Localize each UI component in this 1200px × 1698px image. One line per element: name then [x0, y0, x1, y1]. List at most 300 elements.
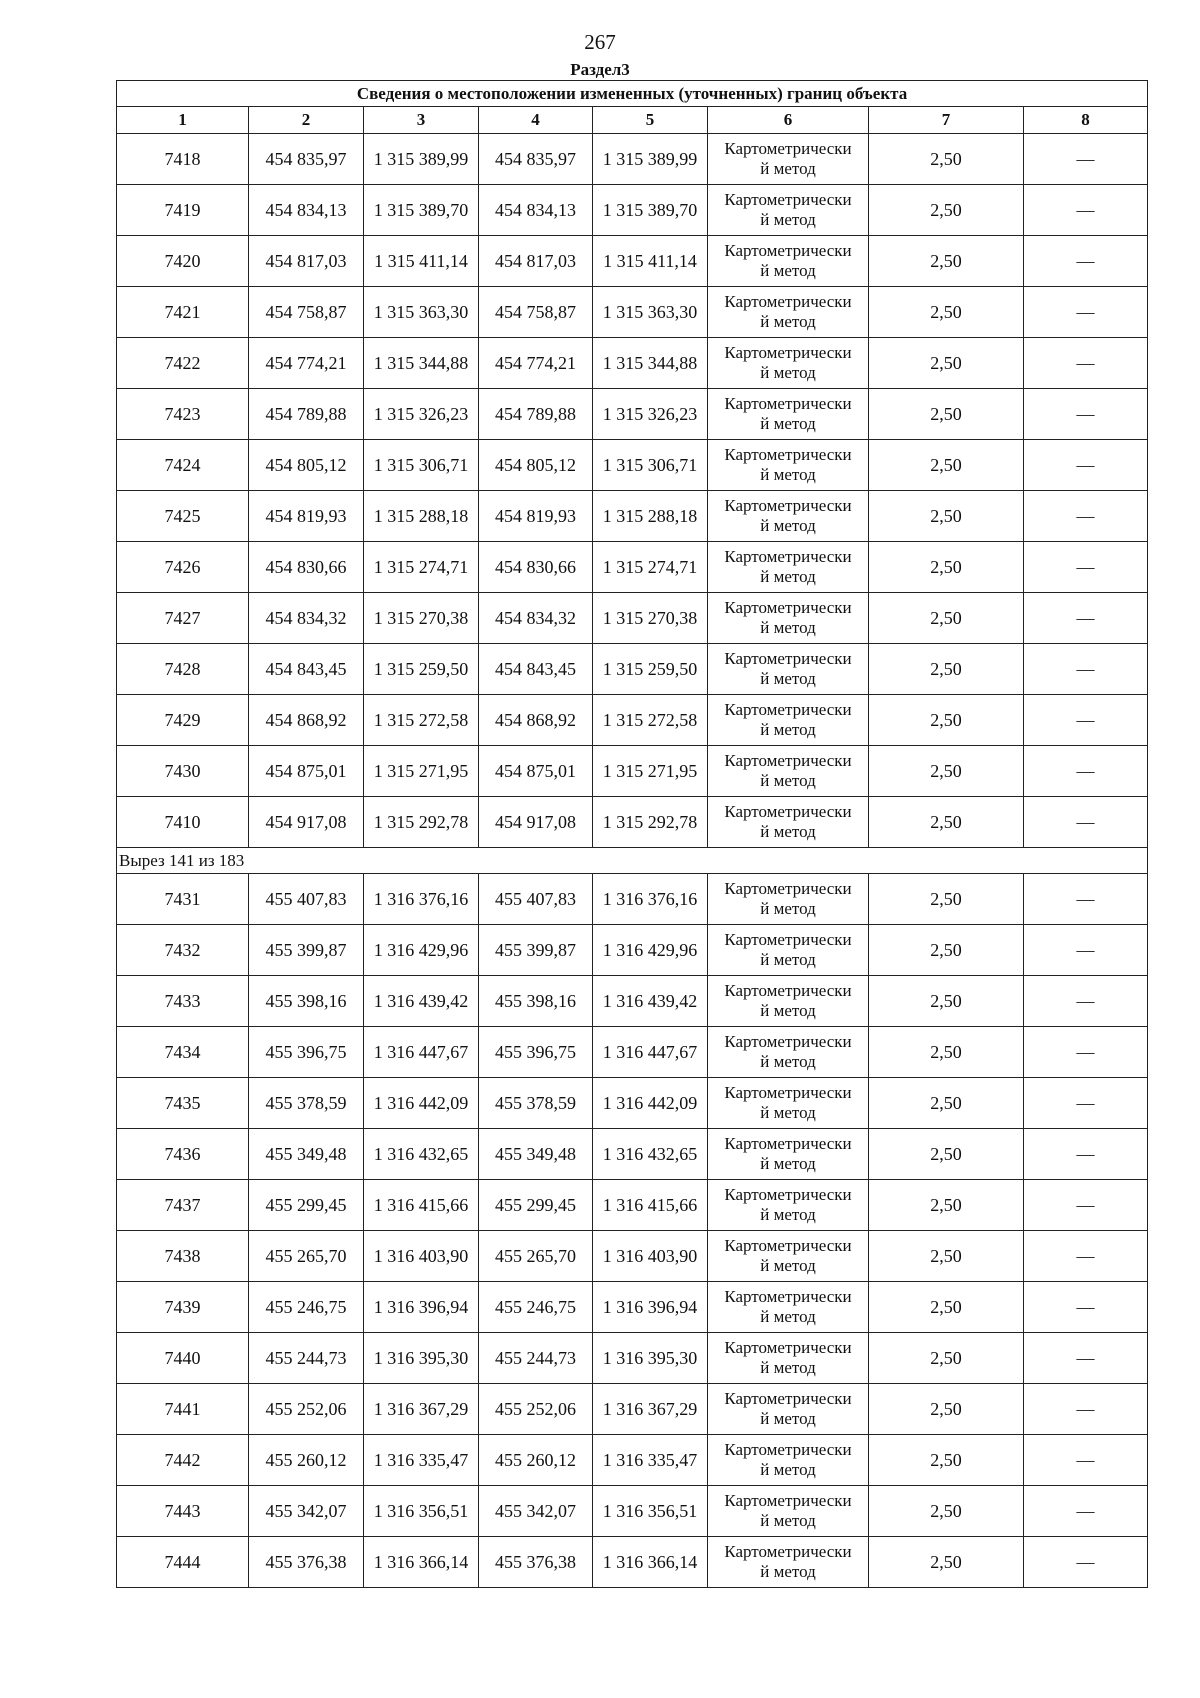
cell-method — [708, 542, 869, 593]
cell-description: — — [1024, 236, 1148, 287]
cell-y-new: 1 316 447,67 — [593, 1027, 708, 1078]
cell-y-new: 1 316 367,29 — [593, 1384, 708, 1435]
method-line-1: Картометрически — [724, 1389, 852, 1408]
cell-method — [708, 1384, 869, 1435]
cell-precision: 2,50 — [869, 338, 1024, 389]
cell-y-old: 1 315 389,99 — [364, 134, 479, 185]
cell-x-old: 455 299,45 — [249, 1180, 364, 1231]
cell-x-old: 454 834,32 — [249, 593, 364, 644]
cell-x-new: 454 774,21 — [479, 338, 593, 389]
method-line-2: й метод — [760, 261, 816, 280]
cell-y-old: 1 316 415,66 — [364, 1180, 479, 1231]
cell-description: — — [1024, 695, 1148, 746]
coordinates-table — [116, 80, 1148, 1588]
cell-point-number: 7418 — [117, 134, 249, 185]
cell-x-old: 455 407,83 — [249, 874, 364, 925]
cell-precision: 2,50 — [869, 925, 1024, 976]
cell-x-old: 455 376,38 — [249, 1537, 364, 1588]
cell-method — [708, 1486, 869, 1537]
table-row — [117, 1435, 1148, 1486]
cell-y-new: 1 316 396,94 — [593, 1282, 708, 1333]
cell-x-new: 454 868,92 — [479, 695, 593, 746]
method-line-1: Картометрически — [724, 1491, 852, 1510]
column-header: 4 — [479, 107, 593, 134]
method-line-2: й метод — [760, 1562, 816, 1581]
cell-description: — — [1024, 1231, 1148, 1282]
cell-y-old: 1 316 367,29 — [364, 1384, 479, 1435]
cell-y-old: 1 315 270,38 — [364, 593, 479, 644]
cell-y-old: 1 315 326,23 — [364, 389, 479, 440]
table-row — [117, 1027, 1148, 1078]
method-line-2: й метод — [760, 1358, 816, 1377]
cell-precision: 2,50 — [869, 236, 1024, 287]
cell-x-old: 455 265,70 — [249, 1231, 364, 1282]
cell-y-new: 1 315 292,78 — [593, 797, 708, 848]
cell-precision: 2,50 — [869, 491, 1024, 542]
cell-x-new: 455 265,70 — [479, 1231, 593, 1282]
cell-x-old: 454 819,93 — [249, 491, 364, 542]
method-line-1: Картометрически — [724, 445, 852, 464]
cell-method — [708, 644, 869, 695]
cell-precision: 2,50 — [869, 134, 1024, 185]
cell-x-new: 454 917,08 — [479, 797, 593, 848]
cell-method — [708, 185, 869, 236]
table-body — [117, 81, 1148, 1588]
cell-x-old: 454 868,92 — [249, 695, 364, 746]
cell-x-old: 455 244,73 — [249, 1333, 364, 1384]
table-row — [117, 1282, 1148, 1333]
cell-point-number: 7436 — [117, 1129, 249, 1180]
method-line-2: й метод — [760, 771, 816, 790]
method-line-2: й метод — [760, 465, 816, 484]
cell-x-old: 455 260,12 — [249, 1435, 364, 1486]
method-line-2: й метод — [760, 1154, 816, 1173]
cell-precision: 2,50 — [869, 440, 1024, 491]
cell-point-number: 7422 — [117, 338, 249, 389]
cell-precision: 2,50 — [869, 389, 1024, 440]
cell-x-old: 455 399,87 — [249, 925, 364, 976]
cell-precision: 2,50 — [869, 1129, 1024, 1180]
cell-description: — — [1024, 1078, 1148, 1129]
cell-description: — — [1024, 389, 1148, 440]
cell-precision: 2,50 — [869, 1333, 1024, 1384]
cell-description: — — [1024, 976, 1148, 1027]
cell-y-new: 1 316 366,14 — [593, 1537, 708, 1588]
cell-x-old: 455 396,75 — [249, 1027, 364, 1078]
cell-point-number: 7435 — [117, 1078, 249, 1129]
table-row — [117, 797, 1148, 848]
table-row — [117, 1486, 1148, 1537]
cell-point-number: 7443 — [117, 1486, 249, 1537]
cell-description: — — [1024, 1333, 1148, 1384]
column-header: 2 — [249, 107, 364, 134]
cell-precision: 2,50 — [869, 185, 1024, 236]
cell-y-new: 1 315 270,38 — [593, 593, 708, 644]
method-line-1: Картометрически — [724, 547, 852, 566]
cell-x-new: 454 835,97 — [479, 134, 593, 185]
cell-x-new: 455 246,75 — [479, 1282, 593, 1333]
cell-point-number: 7437 — [117, 1180, 249, 1231]
cell-x-old: 454 758,87 — [249, 287, 364, 338]
cell-y-old: 1 315 344,88 — [364, 338, 479, 389]
cell-x-new: 455 260,12 — [479, 1435, 593, 1486]
cell-point-number: 7444 — [117, 1537, 249, 1588]
cell-x-new: 455 399,87 — [479, 925, 593, 976]
cell-y-new: 1 315 272,58 — [593, 695, 708, 746]
method-line-1: Картометрически — [724, 1185, 852, 1204]
table-row — [117, 1129, 1148, 1180]
cell-point-number: 7420 — [117, 236, 249, 287]
cell-y-old: 1 316 429,96 — [364, 925, 479, 976]
cell-y-old: 1 315 363,30 — [364, 287, 479, 338]
cell-description: — — [1024, 874, 1148, 925]
cell-y-old: 1 315 274,71 — [364, 542, 479, 593]
cell-x-old: 454 875,01 — [249, 746, 364, 797]
cell-y-new: 1 316 439,42 — [593, 976, 708, 1027]
cell-description: — — [1024, 185, 1148, 236]
method-line-1: Картометрически — [724, 598, 852, 617]
cell-precision: 2,50 — [869, 1537, 1024, 1588]
cell-y-new: 1 315 271,95 — [593, 746, 708, 797]
method-line-2: й метод — [760, 210, 816, 229]
cell-x-new: 454 758,87 — [479, 287, 593, 338]
cell-point-number: 7440 — [117, 1333, 249, 1384]
cell-description: — — [1024, 1384, 1148, 1435]
table-row — [117, 1078, 1148, 1129]
cell-x-new: 455 376,38 — [479, 1537, 593, 1588]
method-line-1: Картометрически — [724, 1134, 852, 1153]
column-header: 8 — [1024, 107, 1148, 134]
method-line-1: Картометрически — [724, 751, 852, 770]
cell-x-new: 455 398,16 — [479, 976, 593, 1027]
cell-description: — — [1024, 797, 1148, 848]
method-line-1: Картометрически — [724, 1287, 852, 1306]
method-line-1: Картометрически — [724, 394, 852, 413]
method-line-2: й метод — [760, 312, 816, 331]
cell-y-old: 1 316 366,14 — [364, 1537, 479, 1588]
cell-y-old: 1 315 292,78 — [364, 797, 479, 848]
cell-y-new: 1 316 335,47 — [593, 1435, 708, 1486]
method-line-2: й метод — [760, 414, 816, 433]
method-line-2: й метод — [760, 1001, 816, 1020]
cell-method — [708, 1027, 869, 1078]
cell-precision: 2,50 — [869, 1384, 1024, 1435]
cell-y-old: 1 316 432,65 — [364, 1129, 479, 1180]
cell-precision: 2,50 — [869, 1282, 1024, 1333]
column-header: 1 — [117, 107, 249, 134]
column-header: 3 — [364, 107, 479, 134]
cell-y-new: 1 316 432,65 — [593, 1129, 708, 1180]
cell-point-number: 7433 — [117, 976, 249, 1027]
method-line-1: Картометрически — [724, 1440, 852, 1459]
cell-y-new: 1 316 376,16 — [593, 874, 708, 925]
cell-point-number: 7442 — [117, 1435, 249, 1486]
cell-point-number: 7421 — [117, 287, 249, 338]
cell-point-number: 7428 — [117, 644, 249, 695]
cell-x-new: 455 407,83 — [479, 874, 593, 925]
table-row — [117, 695, 1148, 746]
method-line-2: й метод — [760, 1103, 816, 1122]
cell-x-new: 454 834,32 — [479, 593, 593, 644]
table-row — [117, 236, 1148, 287]
table-row — [117, 542, 1148, 593]
method-line-1: Картометрически — [724, 1236, 852, 1255]
method-line-1: Картометрически — [724, 190, 852, 209]
method-line-2: й метод — [760, 1307, 816, 1326]
method-line-1: Картометрически — [724, 496, 852, 515]
cell-y-old: 1 316 356,51 — [364, 1486, 479, 1537]
cell-description: — — [1024, 338, 1148, 389]
fragment-label-row — [117, 848, 1148, 874]
table-row — [117, 1231, 1148, 1282]
cell-precision: 2,50 — [869, 1231, 1024, 1282]
cell-description: — — [1024, 134, 1148, 185]
cell-point-number: 7419 — [117, 185, 249, 236]
cell-point-number: 7423 — [117, 389, 249, 440]
cell-x-old: 454 817,03 — [249, 236, 364, 287]
table-row — [117, 1537, 1148, 1588]
method-line-1: Картометрически — [724, 930, 852, 949]
fragment-label: Вырез 141 из 183 — [117, 848, 1148, 874]
cell-point-number: 7441 — [117, 1384, 249, 1435]
cell-point-number: 7426 — [117, 542, 249, 593]
table-row — [117, 644, 1148, 695]
column-header: 5 — [593, 107, 708, 134]
cell-precision: 2,50 — [869, 797, 1024, 848]
cell-precision: 2,50 — [869, 746, 1024, 797]
method-line-1: Картометрически — [724, 981, 852, 1000]
method-line-2: й метод — [760, 1052, 816, 1071]
cell-method — [708, 593, 869, 644]
cell-y-new: 1 315 363,30 — [593, 287, 708, 338]
cell-method — [708, 440, 869, 491]
cell-x-new: 455 349,48 — [479, 1129, 593, 1180]
method-line-2: й метод — [760, 363, 816, 382]
cell-y-old: 1 315 389,70 — [364, 185, 479, 236]
cell-method — [708, 925, 869, 976]
table-row — [117, 976, 1148, 1027]
table-row — [117, 287, 1148, 338]
cell-x-old: 454 843,45 — [249, 644, 364, 695]
cell-y-new: 1 315 326,23 — [593, 389, 708, 440]
cell-x-new: 455 342,07 — [479, 1486, 593, 1537]
table-row — [117, 874, 1148, 925]
cell-y-old: 1 316 442,09 — [364, 1078, 479, 1129]
cell-description: — — [1024, 593, 1148, 644]
cell-y-new: 1 316 356,51 — [593, 1486, 708, 1537]
cell-precision: 2,50 — [869, 1486, 1024, 1537]
method-line-2: й метод — [760, 720, 816, 739]
cell-x-new: 454 834,13 — [479, 185, 593, 236]
method-line-2: й метод — [760, 1460, 816, 1479]
method-line-2: й метод — [760, 1205, 816, 1224]
cell-precision: 2,50 — [869, 542, 1024, 593]
cell-point-number: 7430 — [117, 746, 249, 797]
cell-x-old: 454 805,12 — [249, 440, 364, 491]
table-row — [117, 1384, 1148, 1435]
cell-precision: 2,50 — [869, 1180, 1024, 1231]
table-row — [117, 389, 1148, 440]
cell-precision: 2,50 — [869, 593, 1024, 644]
cell-precision: 2,50 — [869, 976, 1024, 1027]
cell-y-new: 1 315 288,18 — [593, 491, 708, 542]
cell-y-new: 1 316 442,09 — [593, 1078, 708, 1129]
cell-y-new: 1 315 274,71 — [593, 542, 708, 593]
cell-y-old: 1 315 272,58 — [364, 695, 479, 746]
cell-description: — — [1024, 925, 1148, 976]
cell-x-old: 455 246,75 — [249, 1282, 364, 1333]
cell-y-old: 1 315 288,18 — [364, 491, 479, 542]
cell-method — [708, 1078, 869, 1129]
cell-description: — — [1024, 1027, 1148, 1078]
cell-x-new: 455 252,06 — [479, 1384, 593, 1435]
cell-x-old: 454 774,21 — [249, 338, 364, 389]
cell-point-number: 7427 — [117, 593, 249, 644]
cell-method — [708, 1180, 869, 1231]
method-line-1: Картометрически — [724, 802, 852, 821]
cell-description: — — [1024, 1180, 1148, 1231]
cell-method — [708, 134, 869, 185]
cell-x-new: 455 396,75 — [479, 1027, 593, 1078]
cell-description: — — [1024, 491, 1148, 542]
cell-precision: 2,50 — [869, 874, 1024, 925]
page-number: 267 — [584, 30, 616, 54]
cell-description: — — [1024, 746, 1148, 797]
method-line-2: й метод — [760, 1409, 816, 1428]
table-row — [117, 746, 1148, 797]
cell-x-old: 454 835,97 — [249, 134, 364, 185]
cell-method — [708, 389, 869, 440]
cell-y-old: 1 316 403,90 — [364, 1231, 479, 1282]
cell-method — [708, 1282, 869, 1333]
cell-y-new: 1 316 395,30 — [593, 1333, 708, 1384]
cell-x-old: 454 830,66 — [249, 542, 364, 593]
cell-y-old: 1 315 306,71 — [364, 440, 479, 491]
cell-y-old: 1 316 376,16 — [364, 874, 479, 925]
cell-x-old: 454 917,08 — [249, 797, 364, 848]
method-line-1: Картометрически — [724, 1542, 852, 1561]
table-row — [117, 1333, 1148, 1384]
cell-x-new: 454 875,01 — [479, 746, 593, 797]
cell-x-old: 455 378,59 — [249, 1078, 364, 1129]
cell-y-new: 1 315 306,71 — [593, 440, 708, 491]
method-line-1: Картометрически — [724, 1032, 852, 1051]
method-line-2: й метод — [760, 159, 816, 178]
cell-method — [708, 491, 869, 542]
method-line-1: Картометрически — [724, 1338, 852, 1357]
cell-y-old: 1 316 439,42 — [364, 976, 479, 1027]
cell-y-new: 1 315 389,99 — [593, 134, 708, 185]
cell-point-number: 7432 — [117, 925, 249, 976]
cell-y-old: 1 316 396,94 — [364, 1282, 479, 1333]
cell-method — [708, 1333, 869, 1384]
cell-point-number: 7439 — [117, 1282, 249, 1333]
method-line-1: Картометрически — [724, 139, 852, 158]
cell-point-number: 7410 — [117, 797, 249, 848]
table-row — [117, 491, 1148, 542]
cell-method — [708, 287, 869, 338]
cell-y-old: 1 315 259,50 — [364, 644, 479, 695]
method-line-1: Картометрически — [724, 292, 852, 311]
cell-precision: 2,50 — [869, 695, 1024, 746]
cell-y-old: 1 316 335,47 — [364, 1435, 479, 1486]
cell-point-number: 7424 — [117, 440, 249, 491]
cell-precision: 2,50 — [869, 1027, 1024, 1078]
cell-x-old: 455 342,07 — [249, 1486, 364, 1537]
cell-method — [708, 1129, 869, 1180]
cell-x-new: 454 789,88 — [479, 389, 593, 440]
cell-point-number: 7429 — [117, 695, 249, 746]
cell-x-new: 455 378,59 — [479, 1078, 593, 1129]
cell-y-new: 1 315 344,88 — [593, 338, 708, 389]
method-line-2: й метод — [760, 822, 816, 841]
cell-x-new: 454 830,66 — [479, 542, 593, 593]
method-line-2: й метод — [760, 618, 816, 637]
table-row — [117, 338, 1148, 389]
cell-y-old: 1 315 271,95 — [364, 746, 479, 797]
cell-method — [708, 874, 869, 925]
cell-y-new: 1 315 411,14 — [593, 236, 708, 287]
column-header-row — [117, 107, 1148, 134]
cell-x-old: 454 789,88 — [249, 389, 364, 440]
column-header: 7 — [869, 107, 1024, 134]
cell-point-number: 7431 — [117, 874, 249, 925]
cell-y-new: 1 316 403,90 — [593, 1231, 708, 1282]
cell-description: — — [1024, 287, 1148, 338]
cell-method — [708, 338, 869, 389]
cell-x-new: 454 805,12 — [479, 440, 593, 491]
cell-point-number: 7434 — [117, 1027, 249, 1078]
cell-y-new: 1 316 429,96 — [593, 925, 708, 976]
cell-description: — — [1024, 1537, 1148, 1588]
cell-precision: 2,50 — [869, 287, 1024, 338]
cell-method — [708, 1435, 869, 1486]
cell-precision: 2,50 — [869, 1435, 1024, 1486]
table-row — [117, 925, 1148, 976]
cell-description: — — [1024, 1435, 1148, 1486]
table-title-row — [117, 81, 1148, 107]
cell-x-old: 454 834,13 — [249, 185, 364, 236]
table-row — [117, 440, 1148, 491]
cell-method — [708, 797, 869, 848]
cell-y-old: 1 316 395,30 — [364, 1333, 479, 1384]
method-line-2: й метод — [760, 1511, 816, 1530]
method-line-1: Картометрически — [724, 1083, 852, 1102]
method-line-1: Картометрически — [724, 879, 852, 898]
cell-y-new: 1 315 259,50 — [593, 644, 708, 695]
cell-description: — — [1024, 542, 1148, 593]
table-row — [117, 134, 1148, 185]
cell-x-new: 455 244,73 — [479, 1333, 593, 1384]
table-row — [117, 185, 1148, 236]
cell-description: — — [1024, 644, 1148, 695]
cell-method — [708, 746, 869, 797]
cell-method — [708, 1537, 869, 1588]
cell-description: — — [1024, 1129, 1148, 1180]
method-line-2: й метод — [760, 516, 816, 535]
table-row — [117, 1180, 1148, 1231]
cell-method — [708, 695, 869, 746]
section-label: Раздел3 — [570, 60, 630, 79]
cell-point-number: 7425 — [117, 491, 249, 542]
method-line-1: Картометрически — [724, 700, 852, 719]
cell-description: — — [1024, 1486, 1148, 1537]
column-header: 6 — [708, 107, 869, 134]
method-line-2: й метод — [760, 899, 816, 918]
cell-precision: 2,50 — [869, 644, 1024, 695]
cell-point-number: 7438 — [117, 1231, 249, 1282]
cell-description: — — [1024, 440, 1148, 491]
